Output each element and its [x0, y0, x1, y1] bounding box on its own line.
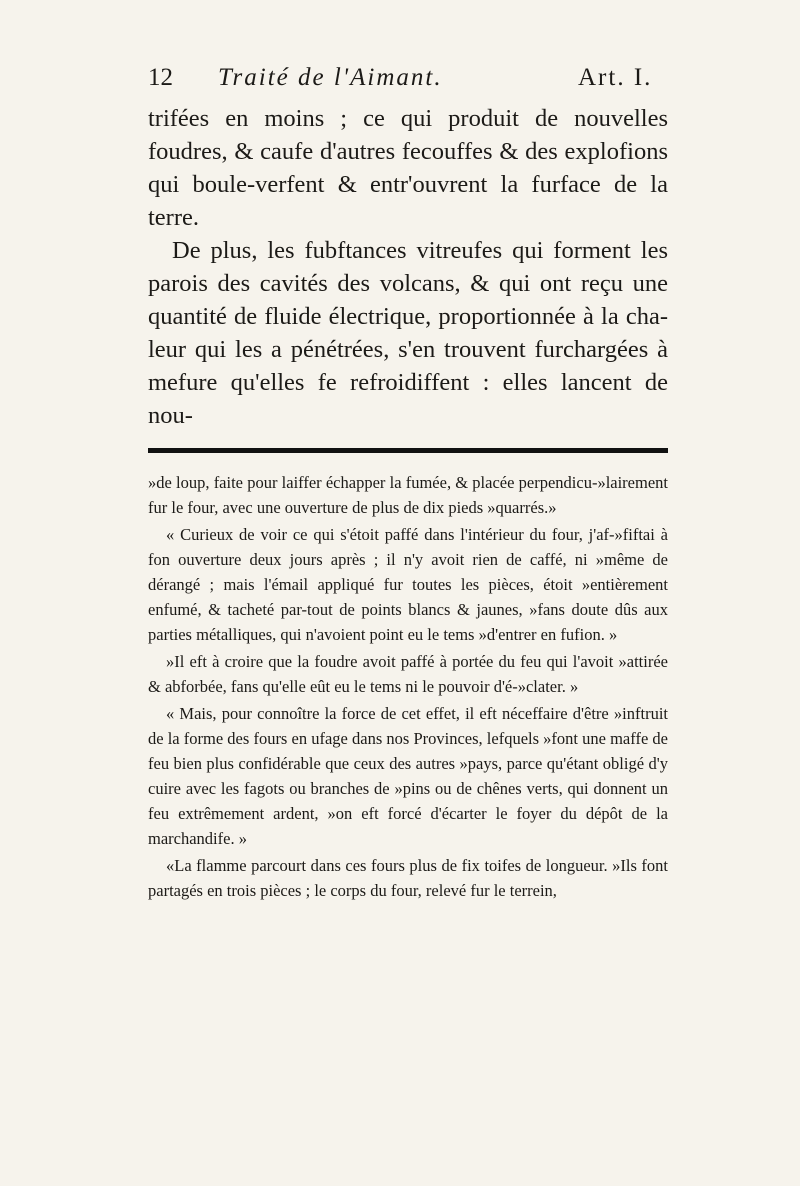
footnote-paragraph: »Il eft à croire que la foudre avoit paffé à portée du feu qui l'avoit »attirée & abforbée, fans qu'elle eût eu le tems ni le pouvoir d'é-»clater. »	[148, 652, 668, 696]
article-reference: Art. I.	[578, 64, 653, 91]
page-number: 12	[148, 64, 173, 91]
footnote-paragraph: «La flamme parcourt dans ces fours plus de fix toifes de longueur. »Ils font partagés en trois pièces ; le corps du four, relevé fur le terrein,	[148, 856, 668, 900]
main-paragraph: De plus, les fubftances vitreufes qui forment les parois des cavités des volcans, & qui ont reçu une quantité de fluide électrique, proportionnée à la cha-leur qui les a pénétrées, s'en trouvent furchargées à mefure qu'elles fe refroidiffent : elles lancent de nou-	[148, 237, 668, 429]
footnote-separator	[148, 448, 668, 453]
page-header	[148, 52, 668, 92]
main-paragraph: trifées en moins ; ce qui produit de nouvelles foudres, & caufe d'autres fecouffes & des explofions qui boule-verfent & entr'ouvrent la furface de la terre.	[148, 105, 668, 231]
footnote-paragraph: « Curieux de voir ce qui s'étoit paffé dans l'intérieur du four, j'af-»fiftai à fon ouverture deux jours après ; il n'y avoit rien de caffé, ni »même de dérangé ; mais l'émail appliqué fur toutes les pièces, étoit »entièrement enfumé, & tacheté par-tout de points blancs & jaunes, »fans doute dûs aux parties métalliques, qui n'avoient point eu le tems »d'entrer en fufion. »	[148, 525, 668, 644]
footnotes	[148, 470, 668, 905]
main-text	[148, 102, 668, 432]
running-title: Traité de l'Aimant.	[218, 64, 443, 91]
footnote-paragraph: »de loup, faite pour laiffer échapper la fumée, & placée perpendicu-»lairement fur le four, avec une ouverture de plus de dix pieds »quarrés.»	[148, 473, 668, 517]
footnote-paragraph: « Mais, pour connoître la force de cet effet, il eft néceffaire d'être »inftruit de la forme des fours en ufage dans nos Provinces, lefquels »font une maffe de feu bien plus confidérable que ceux des autres »pays, parce qu'étant obligé d'y cuire avec les fagots ou branches de »pins ou de chênes verts, qui donnent un feu extrêmement ardent, »on eft forcé d'écarter le foyer du dépôt de la marchandife. »	[148, 704, 668, 848]
